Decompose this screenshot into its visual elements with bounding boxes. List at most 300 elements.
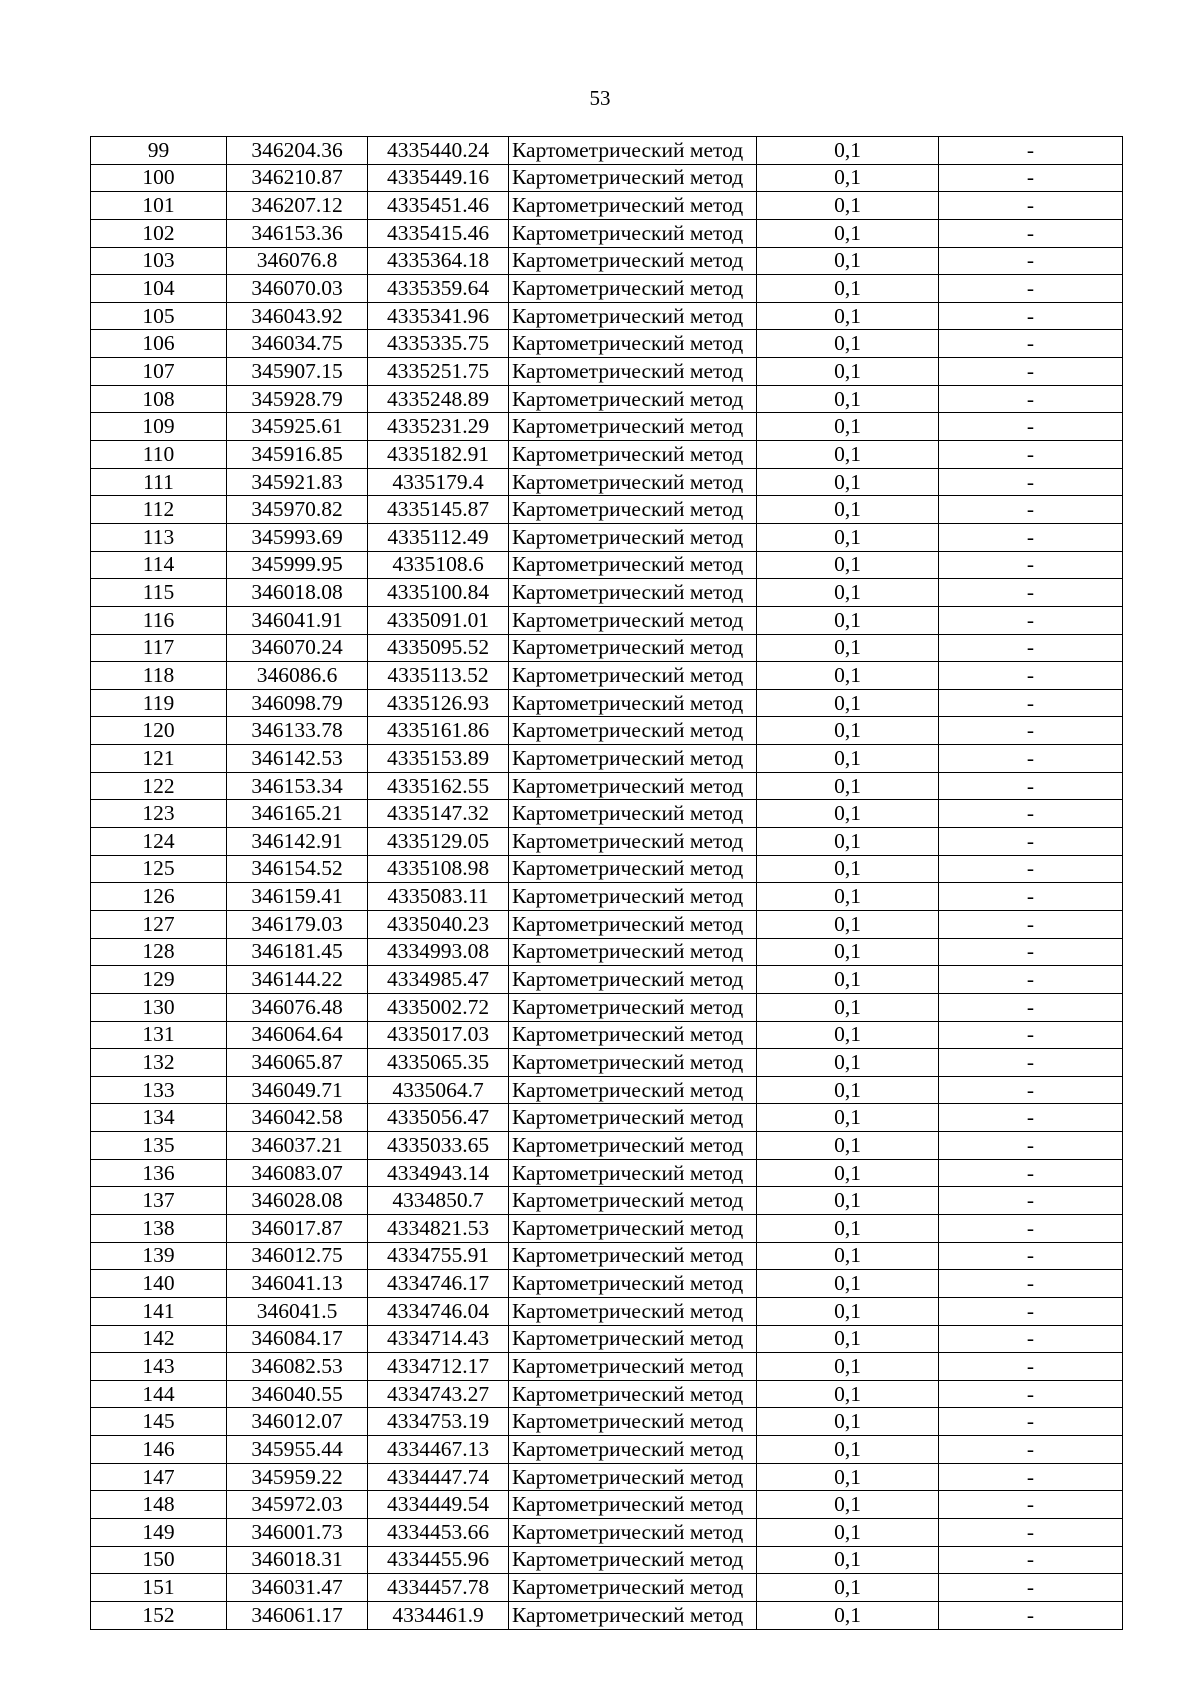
method-cell: Картометрический метод [509,1159,757,1187]
method-cell: Картометрический метод [509,1242,757,1270]
x-coordinate-cell: 346098.79 [227,689,368,717]
method-cell: Картометрический метод [509,1408,757,1436]
accuracy-cell: 0,1 [757,689,939,717]
method-cell: Картометрический метод [509,1297,757,1325]
y-coordinate-cell: 4335248.89 [368,385,509,413]
point-number-cell: 138 [91,1214,227,1242]
note-cell: - [939,330,1123,358]
point-number-cell: 140 [91,1270,227,1298]
method-cell: Картометрический метод [509,1187,757,1215]
y-coordinate-cell: 4335065.35 [368,1049,509,1077]
note-cell: - [939,717,1123,745]
coordinates-table-body [91,137,1123,1630]
table-row [91,1049,1123,1077]
accuracy-cell: 0,1 [757,1132,939,1160]
point-number-cell: 126 [91,883,227,911]
point-number-cell: 146 [91,1436,227,1464]
point-number-cell: 113 [91,523,227,551]
point-number-cell: 150 [91,1546,227,1574]
x-coordinate-cell: 346086.6 [227,662,368,690]
y-coordinate-cell: 4334746.17 [368,1270,509,1298]
note-cell: - [939,1297,1123,1325]
y-coordinate-cell: 4335415.46 [368,219,509,247]
point-number-cell: 117 [91,634,227,662]
table-row [91,1242,1123,1270]
note-cell: - [939,662,1123,690]
method-cell: Картометрический метод [509,523,757,551]
point-number-cell: 134 [91,1104,227,1132]
x-coordinate-cell: 346210.87 [227,164,368,192]
table-row [91,745,1123,773]
y-coordinate-cell: 4335129.05 [368,828,509,856]
accuracy-cell: 0,1 [757,192,939,220]
note-cell: - [939,1049,1123,1077]
point-number-cell: 119 [91,689,227,717]
y-coordinate-cell: 4335451.46 [368,192,509,220]
accuracy-cell: 0,1 [757,164,939,192]
method-cell: Картометрический метод [509,1463,757,1491]
x-coordinate-cell: 346001.73 [227,1519,368,1547]
table-row [91,938,1123,966]
point-number-cell: 136 [91,1159,227,1187]
y-coordinate-cell: 4334746.04 [368,1297,509,1325]
accuracy-cell: 0,1 [757,662,939,690]
y-coordinate-cell: 4335108.98 [368,855,509,883]
table-row [91,1076,1123,1104]
y-coordinate-cell: 4334453.66 [368,1519,509,1547]
accuracy-cell: 0,1 [757,828,939,856]
note-cell: - [939,413,1123,441]
note-cell: - [939,551,1123,579]
method-cell: Картометрический метод [509,966,757,994]
y-coordinate-cell: 4335341.96 [368,302,509,330]
table-row [91,523,1123,551]
point-number-cell: 142 [91,1325,227,1353]
x-coordinate-cell: 345907.15 [227,358,368,386]
accuracy-cell: 0,1 [757,358,939,386]
accuracy-cell: 0,1 [757,883,939,911]
y-coordinate-cell: 4335251.75 [368,358,509,386]
table-row [91,993,1123,1021]
method-cell: Картометрический метод [509,745,757,773]
y-coordinate-cell: 4335091.01 [368,606,509,634]
y-coordinate-cell: 4334714.43 [368,1325,509,1353]
method-cell: Картометрический метод [509,1132,757,1160]
method-cell: Картометрический метод [509,330,757,358]
note-cell: - [939,496,1123,524]
note-cell: - [939,1270,1123,1298]
method-cell: Картометрический метод [509,441,757,469]
x-coordinate-cell: 346070.03 [227,275,368,303]
x-coordinate-cell: 346043.92 [227,302,368,330]
accuracy-cell: 0,1 [757,1325,939,1353]
accuracy-cell: 0,1 [757,1491,939,1519]
y-coordinate-cell: 4334985.47 [368,966,509,994]
method-cell: Картометрический метод [509,496,757,524]
method-cell: Картометрический метод [509,1325,757,1353]
x-coordinate-cell: 345993.69 [227,523,368,551]
accuracy-cell: 0,1 [757,496,939,524]
note-cell: - [939,164,1123,192]
table-row [91,192,1123,220]
note-cell: - [939,606,1123,634]
table-row [91,828,1123,856]
table-row [91,1546,1123,1574]
x-coordinate-cell: 346154.52 [227,855,368,883]
method-cell: Картометрический метод [509,1380,757,1408]
accuracy-cell: 0,1 [757,717,939,745]
point-number-cell: 130 [91,993,227,1021]
accuracy-cell: 0,1 [757,413,939,441]
point-number-cell: 128 [91,938,227,966]
note-cell: - [939,634,1123,662]
method-cell: Картометрический метод [509,938,757,966]
x-coordinate-cell: 346061.17 [227,1601,368,1629]
method-cell: Картометрический метод [509,1353,757,1381]
accuracy-cell: 0,1 [757,1519,939,1547]
note-cell: - [939,855,1123,883]
note-cell: - [939,1491,1123,1519]
point-number-cell: 123 [91,800,227,828]
table-row [91,634,1123,662]
accuracy-cell: 0,1 [757,993,939,1021]
table-row [91,717,1123,745]
y-coordinate-cell: 4334447.74 [368,1463,509,1491]
point-number-cell: 109 [91,413,227,441]
x-coordinate-cell: 346082.53 [227,1353,368,1381]
table-row [91,413,1123,441]
y-coordinate-cell: 4335002.72 [368,993,509,1021]
accuracy-cell: 0,1 [757,1546,939,1574]
y-coordinate-cell: 4335112.49 [368,523,509,551]
table-row [91,1380,1123,1408]
y-coordinate-cell: 4335113.52 [368,662,509,690]
method-cell: Картометрический метод [509,302,757,330]
method-cell: Картометрический метод [509,993,757,1021]
note-cell: - [939,910,1123,938]
y-coordinate-cell: 4334712.17 [368,1353,509,1381]
x-coordinate-cell: 346181.45 [227,938,368,966]
method-cell: Картометрический метод [509,192,757,220]
page-number: 53 [589,86,611,110]
x-coordinate-cell: 346084.17 [227,1325,368,1353]
y-coordinate-cell: 4335440.24 [368,137,509,165]
note-cell: - [939,441,1123,469]
table-row [91,385,1123,413]
y-coordinate-cell: 4335179.4 [368,468,509,496]
y-coordinate-cell: 4335231.29 [368,413,509,441]
method-cell: Картометрический метод [509,1574,757,1602]
y-coordinate-cell: 4334457.78 [368,1574,509,1602]
table-row [91,1601,1123,1629]
method-cell: Картометрический метод [509,828,757,856]
accuracy-cell: 0,1 [757,855,939,883]
method-cell: Картометрический метод [509,1104,757,1132]
point-number-cell: 107 [91,358,227,386]
x-coordinate-cell: 345921.83 [227,468,368,496]
accuracy-cell: 0,1 [757,551,939,579]
y-coordinate-cell: 4334455.96 [368,1546,509,1574]
x-coordinate-cell: 346018.08 [227,579,368,607]
accuracy-cell: 0,1 [757,1270,939,1298]
point-number-cell: 102 [91,219,227,247]
point-number-cell: 112 [91,496,227,524]
x-coordinate-cell: 345970.82 [227,496,368,524]
point-number-cell: 100 [91,164,227,192]
point-number-cell: 147 [91,1463,227,1491]
table-row [91,441,1123,469]
point-number-cell: 143 [91,1353,227,1381]
table-row [91,1297,1123,1325]
method-cell: Картометрический метод [509,883,757,911]
y-coordinate-cell: 4335056.47 [368,1104,509,1132]
y-coordinate-cell: 4335335.75 [368,330,509,358]
method-cell: Картометрический метод [509,247,757,275]
method-cell: Картометрический метод [509,634,757,662]
x-coordinate-cell: 345999.95 [227,551,368,579]
method-cell: Картометрический метод [509,1214,757,1242]
table-row [91,1436,1123,1464]
table-row [91,883,1123,911]
table-row [91,910,1123,938]
accuracy-cell: 0,1 [757,1159,939,1187]
accuracy-cell: 0,1 [757,468,939,496]
point-number-cell: 115 [91,579,227,607]
accuracy-cell: 0,1 [757,1601,939,1629]
point-number-cell: 110 [91,441,227,469]
x-coordinate-cell: 346144.22 [227,966,368,994]
x-coordinate-cell: 346065.87 [227,1049,368,1077]
note-cell: - [939,192,1123,220]
note-cell: - [939,1187,1123,1215]
accuracy-cell: 0,1 [757,1380,939,1408]
table-row [91,1187,1123,1215]
point-number-cell: 101 [91,192,227,220]
method-cell: Картометрический метод [509,468,757,496]
table-row [91,579,1123,607]
point-number-cell: 116 [91,606,227,634]
point-number-cell: 145 [91,1408,227,1436]
note-cell: - [939,247,1123,275]
note-cell: - [939,302,1123,330]
x-coordinate-cell: 346034.75 [227,330,368,358]
method-cell: Картометрический метод [509,606,757,634]
accuracy-cell: 0,1 [757,938,939,966]
y-coordinate-cell: 4335040.23 [368,910,509,938]
note-cell: - [939,689,1123,717]
accuracy-cell: 0,1 [757,1242,939,1270]
table-row [91,606,1123,634]
accuracy-cell: 0,1 [757,1214,939,1242]
accuracy-cell: 0,1 [757,219,939,247]
table-row [91,219,1123,247]
x-coordinate-cell: 346012.07 [227,1408,368,1436]
y-coordinate-cell: 4334467.13 [368,1436,509,1464]
accuracy-cell: 0,1 [757,579,939,607]
note-cell: - [939,1021,1123,1049]
x-coordinate-cell: 346179.03 [227,910,368,938]
point-number-cell: 132 [91,1049,227,1077]
note-cell: - [939,468,1123,496]
note-cell: - [939,579,1123,607]
y-coordinate-cell: 4335100.84 [368,579,509,607]
y-coordinate-cell: 4335359.64 [368,275,509,303]
method-cell: Картометрический метод [509,551,757,579]
y-coordinate-cell: 4335161.86 [368,717,509,745]
y-coordinate-cell: 4334461.9 [368,1601,509,1629]
y-coordinate-cell: 4334821.53 [368,1214,509,1242]
accuracy-cell: 0,1 [757,634,939,662]
method-cell: Картометрический метод [509,800,757,828]
note-cell: - [939,1574,1123,1602]
accuracy-cell: 0,1 [757,606,939,634]
accuracy-cell: 0,1 [757,330,939,358]
method-cell: Картометрический метод [509,855,757,883]
point-number-cell: 99 [91,137,227,165]
method-cell: Картометрический метод [509,1601,757,1629]
accuracy-cell: 0,1 [757,385,939,413]
table-row [91,1214,1123,1242]
y-coordinate-cell: 4335017.03 [368,1021,509,1049]
y-coordinate-cell: 4335153.89 [368,745,509,773]
note-cell: - [939,358,1123,386]
x-coordinate-cell: 346017.87 [227,1214,368,1242]
method-cell: Картометрический метод [509,413,757,441]
x-coordinate-cell: 346018.31 [227,1546,368,1574]
table-row [91,468,1123,496]
point-number-cell: 149 [91,1519,227,1547]
note-cell: - [939,1546,1123,1574]
y-coordinate-cell: 4334943.14 [368,1159,509,1187]
table-row [91,662,1123,690]
accuracy-cell: 0,1 [757,1408,939,1436]
y-coordinate-cell: 4335145.87 [368,496,509,524]
point-number-cell: 131 [91,1021,227,1049]
point-number-cell: 103 [91,247,227,275]
y-coordinate-cell: 4335182.91 [368,441,509,469]
method-cell: Картометрический метод [509,1021,757,1049]
x-coordinate-cell: 346040.55 [227,1380,368,1408]
table-row [91,800,1123,828]
method-cell: Картометрический метод [509,385,757,413]
y-coordinate-cell: 4335033.65 [368,1132,509,1160]
note-cell: - [939,137,1123,165]
x-coordinate-cell: 346041.91 [227,606,368,634]
accuracy-cell: 0,1 [757,1463,939,1491]
x-coordinate-cell: 346083.07 [227,1159,368,1187]
note-cell: - [939,800,1123,828]
table-row [91,1574,1123,1602]
note-cell: - [939,1132,1123,1160]
table-row [91,302,1123,330]
x-coordinate-cell: 346207.12 [227,192,368,220]
point-number-cell: 151 [91,1574,227,1602]
table-row [91,551,1123,579]
accuracy-cell: 0,1 [757,910,939,938]
point-number-cell: 127 [91,910,227,938]
y-coordinate-cell: 4335449.16 [368,164,509,192]
note-cell: - [939,1104,1123,1132]
accuracy-cell: 0,1 [757,1187,939,1215]
x-coordinate-cell: 345916.85 [227,441,368,469]
x-coordinate-cell: 345959.22 [227,1463,368,1491]
table-row [91,1132,1123,1160]
point-number-cell: 105 [91,302,227,330]
method-cell: Картометрический метод [509,358,757,386]
y-coordinate-cell: 4334993.08 [368,938,509,966]
coordinates-table [90,136,1123,1630]
x-coordinate-cell: 346064.64 [227,1021,368,1049]
note-cell: - [939,523,1123,551]
x-coordinate-cell: 346133.78 [227,717,368,745]
point-number-cell: 118 [91,662,227,690]
x-coordinate-cell: 346076.8 [227,247,368,275]
method-cell: Картометрический метод [509,1270,757,1298]
accuracy-cell: 0,1 [757,966,939,994]
accuracy-cell: 0,1 [757,745,939,773]
method-cell: Картометрический метод [509,1519,757,1547]
table-row [91,855,1123,883]
y-coordinate-cell: 4334755.91 [368,1242,509,1270]
y-coordinate-cell: 4335162.55 [368,772,509,800]
y-coordinate-cell: 4335083.11 [368,883,509,911]
point-number-cell: 121 [91,745,227,773]
method-cell: Картометрический метод [509,689,757,717]
note-cell: - [939,745,1123,773]
y-coordinate-cell: 4335126.93 [368,689,509,717]
table-row [91,330,1123,358]
x-coordinate-cell: 345925.61 [227,413,368,441]
point-number-cell: 104 [91,275,227,303]
x-coordinate-cell: 346153.36 [227,219,368,247]
table-row [91,1408,1123,1436]
x-coordinate-cell: 345955.44 [227,1436,368,1464]
y-coordinate-cell: 4335095.52 [368,634,509,662]
point-number-cell: 120 [91,717,227,745]
table-row [91,772,1123,800]
x-coordinate-cell: 346076.48 [227,993,368,1021]
table-row [91,689,1123,717]
note-cell: - [939,883,1123,911]
table-row [91,1463,1123,1491]
accuracy-cell: 0,1 [757,1076,939,1104]
x-coordinate-cell: 346042.58 [227,1104,368,1132]
accuracy-cell: 0,1 [757,137,939,165]
note-cell: - [939,1159,1123,1187]
table-row [91,1353,1123,1381]
point-number-cell: 111 [91,468,227,496]
x-coordinate-cell: 346041.5 [227,1297,368,1325]
note-cell: - [939,1380,1123,1408]
method-cell: Картометрический метод [509,579,757,607]
note-cell: - [939,966,1123,994]
accuracy-cell: 0,1 [757,1574,939,1602]
note-cell: - [939,385,1123,413]
method-cell: Картометрический метод [509,137,757,165]
note-cell: - [939,1076,1123,1104]
method-cell: Картометрический метод [509,1076,757,1104]
point-number-cell: 137 [91,1187,227,1215]
note-cell: - [939,1325,1123,1353]
y-coordinate-cell: 4335147.32 [368,800,509,828]
accuracy-cell: 0,1 [757,1104,939,1132]
point-number-cell: 129 [91,966,227,994]
accuracy-cell: 0,1 [757,1353,939,1381]
point-number-cell: 141 [91,1297,227,1325]
accuracy-cell: 0,1 [757,1297,939,1325]
point-number-cell: 114 [91,551,227,579]
point-number-cell: 125 [91,855,227,883]
